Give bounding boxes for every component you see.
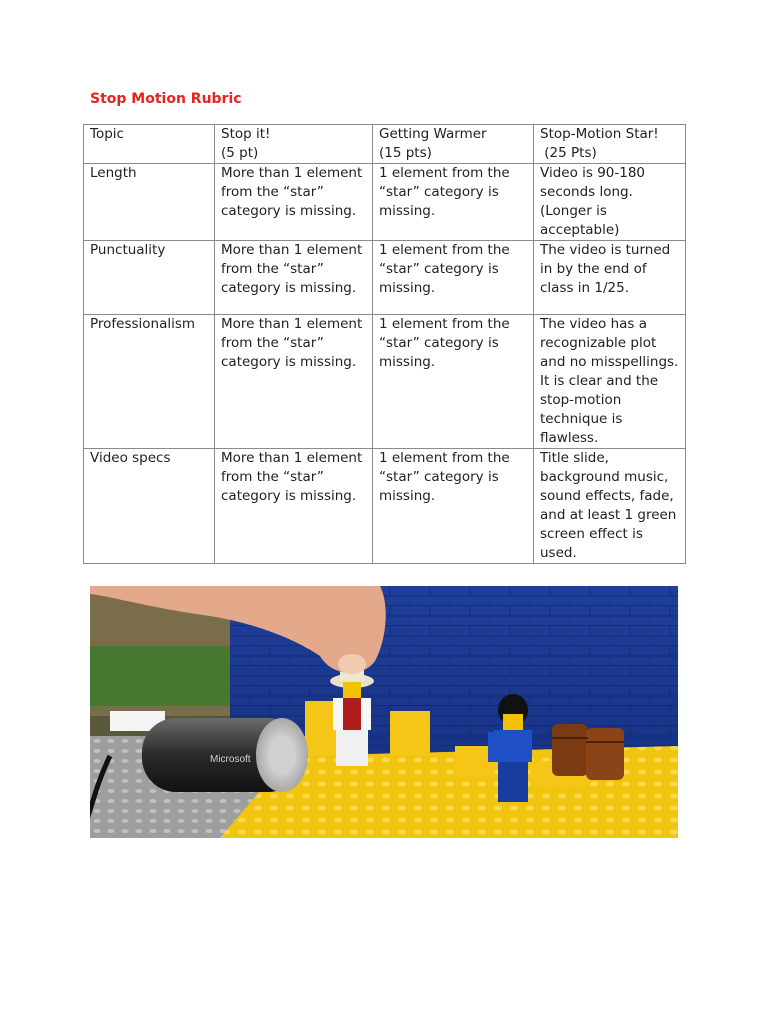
row-topic: Punctuality xyxy=(84,241,215,315)
row-topic: Professionalism xyxy=(84,315,215,449)
row-stop-it: More than 1 element from the “star” category is missing. xyxy=(215,164,373,241)
camera-brand-label: Microsoft xyxy=(210,754,251,765)
header-warmer-points: (15 pts) xyxy=(379,145,432,161)
table-header-row xyxy=(84,125,686,164)
row-star: Title slide, background music, sound effects, fade, and at least 1 green screen effect is used. xyxy=(534,449,686,564)
row-stop-it: More than 1 element from the “star” category is missing. xyxy=(215,241,373,315)
header-star-label: Stop-Motion Star! xyxy=(540,126,659,142)
row-topic: Length xyxy=(84,164,215,241)
row-star: The video is turned in by the end of class in 1/25. xyxy=(534,241,686,315)
row-warmer: 1 element from the “star” category is missing. xyxy=(373,241,534,315)
rubric-table xyxy=(83,124,686,564)
row-warmer: 1 element from the “star” category is missing. xyxy=(373,449,534,564)
header-warmer-label: Getting Warmer xyxy=(379,126,487,142)
header-star xyxy=(534,125,686,164)
table-row xyxy=(84,241,686,315)
table-row xyxy=(84,449,686,564)
header-getting-warmer xyxy=(373,125,534,164)
row-topic: Video specs xyxy=(84,449,215,564)
header-topic-label: Topic xyxy=(90,126,124,142)
photo-illustration xyxy=(90,586,678,838)
header-stop-it xyxy=(215,125,373,164)
row-warmer: 1 element from the “star” category is missing. xyxy=(373,164,534,241)
lego-stop-motion-photo xyxy=(90,586,678,838)
header-stop-it-label: Stop it! xyxy=(221,126,271,142)
page-title: Stop Motion Rubric xyxy=(90,91,242,107)
row-stop-it: More than 1 element from the “star” category is missing. xyxy=(215,449,373,564)
header-topic xyxy=(84,125,215,164)
row-star: The video has a recognizable plot and no misspellings. It is clear and the stop-motion technique is flawless. xyxy=(534,315,686,449)
table-row xyxy=(84,164,686,241)
row-star: Video is 90-180 seconds long. (Longer is acceptable) xyxy=(534,164,686,241)
row-stop-it: More than 1 element from the “star” category is missing. xyxy=(215,315,373,449)
table-row xyxy=(84,315,686,449)
header-stop-it-points: (5 pt) xyxy=(221,145,259,161)
row-warmer: 1 element from the “star” category is missing. xyxy=(373,315,534,449)
header-star-points: (25 Pts) xyxy=(540,145,597,161)
